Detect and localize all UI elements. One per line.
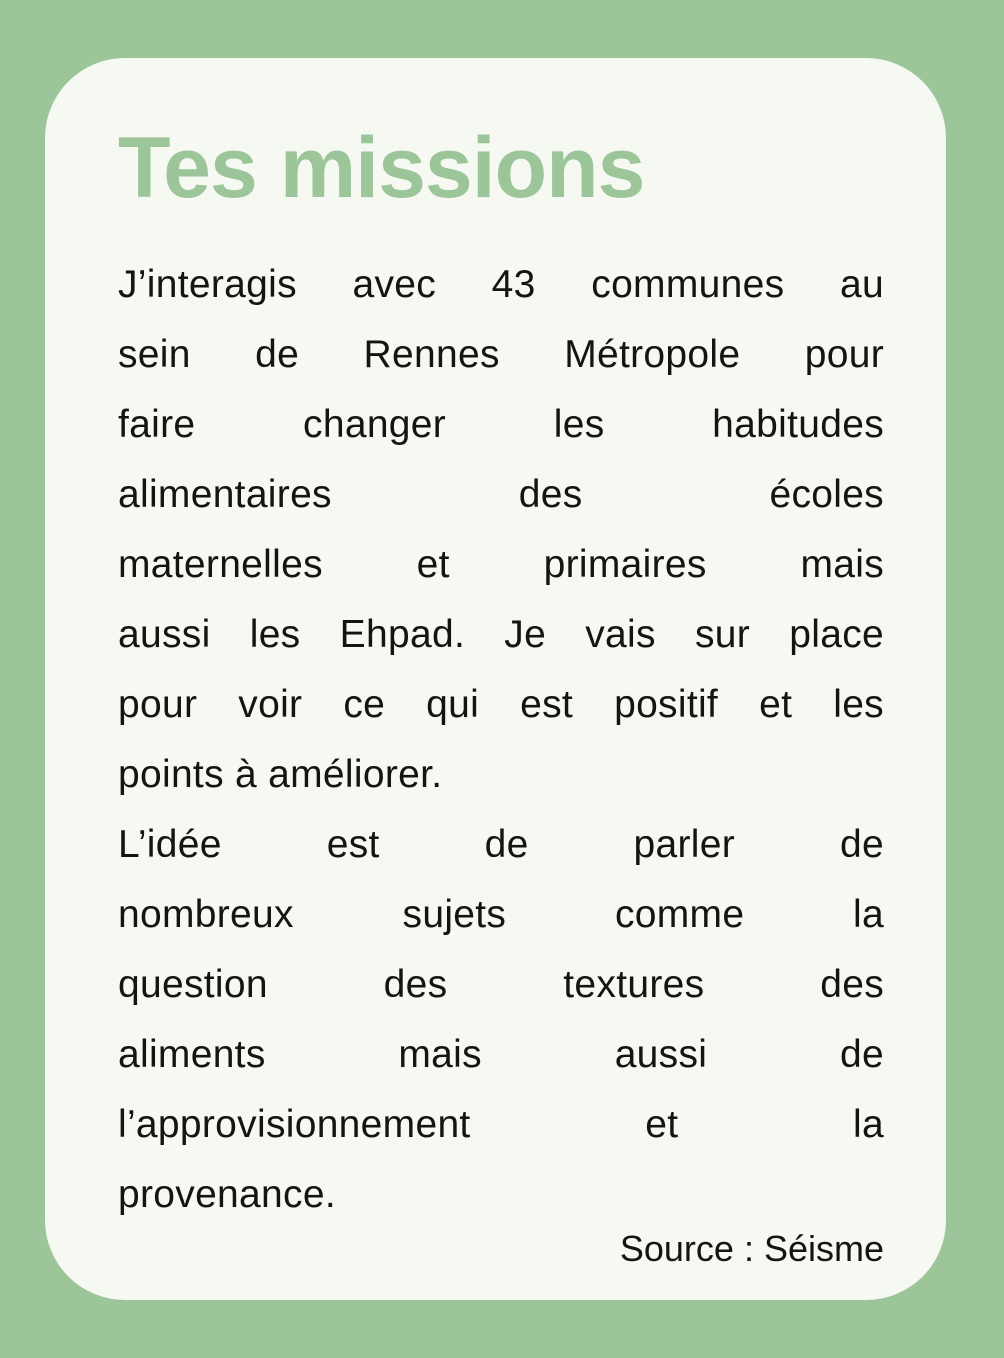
body-line: alimentaires des écoles bbox=[118, 473, 884, 516]
body-line: nombreux sujets comme la bbox=[118, 893, 884, 936]
body-line: aussi les Ehpad. Je vais sur place bbox=[118, 613, 884, 656]
mission-card bbox=[45, 58, 946, 1300]
source-attribution: Source : Séisme bbox=[619, 1228, 884, 1269]
body-line: faire changer les habitudes bbox=[118, 403, 884, 446]
body-line: l’approvisionnement et la bbox=[118, 1103, 884, 1146]
body-line: provenance. bbox=[118, 1173, 336, 1216]
body-line: maternelles et primaires mais bbox=[118, 543, 884, 586]
body-line: L’idée est de parler de bbox=[118, 823, 884, 866]
body-text bbox=[118, 250, 884, 1230]
body-line: pour voir ce qui est positif et les bbox=[118, 683, 884, 726]
body-line: aliments mais aussi de bbox=[118, 1033, 884, 1076]
body-line: J’interagis avec 43 communes au bbox=[118, 263, 884, 306]
page-title: Tes missions bbox=[118, 120, 645, 216]
body-line: points à améliorer. bbox=[118, 753, 443, 796]
body-line: sein de Rennes Métropole pour bbox=[118, 333, 884, 376]
body-line: question des textures des bbox=[118, 963, 884, 1006]
